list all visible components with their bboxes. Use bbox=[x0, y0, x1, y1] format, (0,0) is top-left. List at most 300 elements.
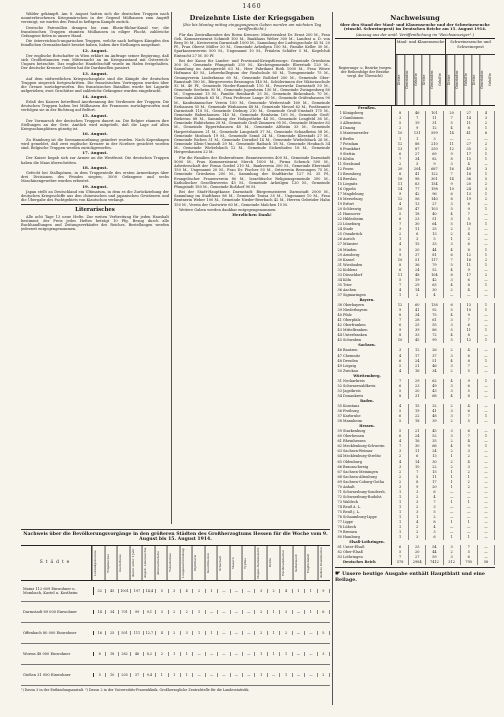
disease-value: 52 bbox=[426, 268, 443, 273]
disease-value: 47 bbox=[409, 207, 426, 212]
disease-value: 23 bbox=[409, 217, 426, 222]
disease-value: 9 bbox=[409, 485, 426, 490]
row-number: 8 bbox=[339, 146, 342, 151]
disease-value: 24 bbox=[409, 359, 426, 364]
disease-value: 24 bbox=[461, 187, 478, 192]
disease-value: 6 bbox=[392, 217, 409, 222]
region-label: Frankfurt bbox=[343, 147, 392, 152]
disease-value: 10 bbox=[392, 131, 409, 136]
region-label: Berlin bbox=[343, 137, 392, 142]
disease-value: 2 bbox=[392, 480, 409, 485]
disease-value: 1 bbox=[444, 485, 461, 490]
disease-value: 14 bbox=[409, 460, 426, 465]
region-label: Sachsen-Weimar bbox=[343, 449, 392, 454]
disease-value: 5 bbox=[392, 248, 409, 253]
disease-value: 1 bbox=[461, 535, 478, 540]
disease-value: 37 bbox=[409, 253, 426, 258]
disease-value: — bbox=[461, 525, 478, 530]
row-number: 80 bbox=[337, 535, 342, 540]
population-value: 1 bbox=[156, 673, 168, 677]
region-label: Minden bbox=[343, 248, 392, 253]
disease-value: 1 bbox=[478, 172, 495, 177]
row-number: 74 bbox=[337, 504, 342, 509]
disease-value: 8 bbox=[461, 333, 478, 338]
disease-value: 1 bbox=[392, 500, 409, 505]
disease-value: 5 bbox=[392, 419, 409, 424]
disease-value: 2 bbox=[444, 449, 461, 454]
disease-value: 1 bbox=[478, 444, 495, 449]
population-value: 1 bbox=[280, 673, 292, 677]
disease-value: 3 bbox=[409, 500, 426, 505]
page-number: 1460 bbox=[242, 3, 262, 10]
disease-value: — bbox=[444, 530, 461, 535]
disease-value: 51 bbox=[426, 217, 443, 222]
population-value: 5 bbox=[156, 589, 168, 593]
disease-value: 42 bbox=[426, 278, 443, 283]
disease-value: — bbox=[444, 515, 461, 520]
disease-value: 5 bbox=[444, 308, 461, 313]
population-value: 3 bbox=[318, 652, 330, 656]
disease-value: 48 bbox=[426, 414, 443, 419]
disease-value: 5 bbox=[392, 389, 409, 394]
region-label: Hessen. bbox=[343, 424, 392, 429]
disease-value: 3 bbox=[478, 167, 495, 172]
disease-value: 6 bbox=[392, 152, 409, 157]
row-number: 29 bbox=[337, 252, 342, 257]
disease-value: 6 bbox=[444, 303, 461, 308]
disease-value: — bbox=[461, 530, 478, 535]
population-col-header: Scharlach bbox=[217, 546, 230, 580]
population-value: — bbox=[305, 652, 317, 656]
disease-value: 3 bbox=[392, 227, 409, 232]
disease-value: 10 bbox=[392, 338, 409, 343]
disease-value: 7 bbox=[461, 545, 478, 550]
population-value: 1 bbox=[193, 631, 205, 635]
region-label: Elsaß-Lothringen. bbox=[343, 540, 392, 545]
disease-value: 13 bbox=[426, 232, 443, 237]
disease-value: — bbox=[478, 202, 495, 207]
disease-value: 3 bbox=[392, 116, 409, 121]
column-rule bbox=[171, 12, 172, 524]
disease-value: 25 bbox=[409, 545, 426, 550]
disease-value: — bbox=[478, 369, 495, 374]
row-number: 7 bbox=[339, 141, 342, 146]
disease-value: 2 bbox=[426, 515, 443, 520]
population-value: 205 bbox=[119, 673, 131, 677]
disease-value: 1 bbox=[392, 510, 409, 515]
disease-value: 1 bbox=[478, 152, 495, 157]
disease-value: 20 bbox=[461, 182, 478, 187]
disease-value: 2 bbox=[478, 142, 495, 147]
disease-value: 5 bbox=[461, 369, 478, 374]
row-number: 63 bbox=[337, 449, 342, 454]
disease-value: — bbox=[478, 364, 495, 369]
disease-subheader: Gehöfte bbox=[463, 55, 471, 105]
disease-value: 21 bbox=[409, 364, 426, 369]
disease-value: — bbox=[478, 465, 495, 470]
chronicle-entry: Der Kaiser begab sich zur Armee an die Westfront. Die deutschen Truppen haben die Maas überschritten. bbox=[21, 156, 169, 165]
disease-value: 72 bbox=[426, 333, 443, 338]
disease-value: 8 bbox=[392, 172, 409, 177]
population-title: Nachweis über die Bevölkerungsvorgänge in den größeren Städten des Großherzogtums Hessen für die Woche vom 9. August bis 15. August 1914. bbox=[23, 532, 328, 543]
row-number: 78 bbox=[337, 525, 342, 530]
population-value: 16 bbox=[94, 631, 106, 635]
disease-value: 11 bbox=[409, 227, 426, 232]
disease-header-group bbox=[396, 39, 446, 105]
disease-value: 7 bbox=[444, 172, 461, 177]
disease-value: 1 bbox=[392, 137, 409, 142]
disease-value: 16 bbox=[461, 258, 478, 263]
row-number: 48 bbox=[337, 358, 342, 363]
population-col-header: davon unter 1 Jahr bbox=[130, 546, 143, 580]
disease-value: — bbox=[478, 490, 495, 495]
disease-value: 2 bbox=[461, 470, 478, 475]
disease-value: 9 bbox=[409, 126, 426, 131]
disease-value: 34 bbox=[409, 313, 426, 318]
row-number: 15 bbox=[337, 181, 342, 186]
population-value: — bbox=[206, 610, 218, 614]
disease-header-region: Regierungs- u. Bezirke (wegen der Reihenfolge der Bezirke vergl. die Übersicht) bbox=[335, 39, 396, 105]
disease-value: 2 bbox=[409, 495, 426, 500]
disease-value: 1 bbox=[409, 515, 426, 520]
disease-value: — bbox=[478, 318, 495, 323]
disease-value: 25 bbox=[409, 323, 426, 328]
row-number: 35 bbox=[337, 282, 342, 287]
region-label: Marienwerder bbox=[343, 131, 392, 136]
region-label: Allenstein bbox=[343, 121, 392, 126]
disease-value: 77 bbox=[409, 187, 426, 192]
disease-value: 9 bbox=[444, 152, 461, 157]
disease-value: 20 bbox=[409, 550, 426, 555]
row-number: 69 bbox=[337, 479, 342, 484]
row-number: 58 bbox=[337, 419, 342, 424]
disease-value: 4 bbox=[444, 444, 461, 449]
population-value: 18 bbox=[106, 652, 118, 656]
population-value: 501 bbox=[119, 631, 131, 635]
disease-value: 3 bbox=[478, 116, 495, 121]
chronicle-entry: Gefecht bei Stallupönen, in dem Truppenteile des ersten Armeekorps über drei Divisionen des Feindes siegten; 3000 Gefangene und sechs Maschinengewehre wurden erbeutet. bbox=[21, 171, 169, 184]
row-number: 1 bbox=[339, 111, 342, 116]
disease-value: 131 bbox=[409, 131, 426, 136]
row-number: 6 bbox=[339, 136, 342, 141]
disease-value: — bbox=[478, 510, 495, 515]
disease-value: 5 bbox=[461, 419, 478, 424]
region-label: Preußen. bbox=[343, 106, 392, 111]
population-value: 37 bbox=[131, 673, 143, 677]
population-table bbox=[21, 527, 330, 705]
region-label: Oldenburg bbox=[343, 460, 392, 465]
row-number: 2 bbox=[339, 116, 342, 121]
disease-value: 3 bbox=[444, 429, 461, 434]
region-label: Schaumburg-Lippe bbox=[343, 515, 392, 520]
disease-value: 21 bbox=[409, 429, 426, 434]
disease-value: 14 bbox=[392, 187, 409, 192]
region-label: Deutsches Reich bbox=[343, 560, 392, 565]
disease-value: 10 bbox=[461, 222, 478, 227]
disease-value: 3 bbox=[461, 449, 478, 454]
chronicle-date: 14. August. bbox=[82, 93, 108, 99]
population-value: — bbox=[231, 631, 243, 635]
population-value: — bbox=[218, 631, 230, 635]
divider bbox=[21, 529, 330, 530]
disease-value: 17 bbox=[461, 152, 478, 157]
disease-value: 1 bbox=[444, 470, 461, 475]
population-value: 1 bbox=[255, 652, 267, 656]
population-value: 1 bbox=[181, 673, 193, 677]
issue-notice bbox=[335, 571, 495, 584]
disease-value: — bbox=[478, 470, 495, 475]
population-value: — bbox=[293, 673, 305, 677]
row-number: 51 bbox=[337, 378, 342, 383]
disease-value: 18 bbox=[409, 212, 426, 217]
disease-subheader: Gemeinden bbox=[404, 55, 412, 105]
disease-value: 4 bbox=[392, 404, 409, 409]
disease-subheader: Gemeinden bbox=[479, 55, 487, 105]
disease-value: — bbox=[461, 515, 478, 520]
disease-value: 1 bbox=[392, 505, 409, 510]
disease-value: 2 bbox=[461, 480, 478, 485]
disease-value: 35 bbox=[461, 147, 478, 152]
disease-value: 2 bbox=[461, 485, 478, 490]
region-label: Oppeln bbox=[343, 187, 392, 192]
population-value: 2 bbox=[169, 631, 181, 635]
disease-value: — bbox=[478, 242, 495, 247]
disease-value: — bbox=[478, 555, 495, 560]
disease-value: 5 bbox=[392, 409, 409, 414]
row-number: 43 bbox=[337, 328, 342, 333]
region-label: Neckarkreis bbox=[343, 379, 392, 384]
disease-value: 599 bbox=[426, 131, 443, 136]
disease-value: 18 bbox=[461, 172, 478, 177]
population-value: 9,4 bbox=[144, 673, 156, 677]
disease-value: 46 bbox=[409, 111, 426, 116]
disease-value: 5 bbox=[426, 510, 443, 515]
row-number: 31 bbox=[337, 262, 342, 267]
disease-value: — bbox=[478, 520, 495, 525]
region-label: Sachsen. bbox=[343, 343, 392, 348]
disease-value: 5 bbox=[392, 364, 409, 369]
disease-value: 45 bbox=[426, 429, 443, 434]
population-value: 32 bbox=[94, 589, 106, 593]
region-label: Merseburg bbox=[343, 197, 392, 202]
population-value: 1 bbox=[181, 652, 193, 656]
region-label: Hannover bbox=[343, 212, 392, 217]
row-number: 27 bbox=[337, 242, 342, 247]
disease-value: 6 bbox=[392, 414, 409, 419]
population-value: 12,7 bbox=[144, 631, 156, 635]
disease-value: 26 bbox=[426, 348, 443, 353]
row-number: 5 bbox=[339, 131, 342, 136]
donation-paragraph: Weitere Gaben werden dankbar entgegengenommen. bbox=[179, 207, 277, 212]
disease-value: 14 bbox=[444, 177, 461, 182]
region-label: Unterfranken bbox=[343, 333, 392, 338]
disease-value: 43 bbox=[426, 389, 443, 394]
disease-value: 7 bbox=[461, 434, 478, 439]
population-value: 45 bbox=[106, 589, 118, 593]
disease-value: 2 bbox=[444, 227, 461, 232]
region-label: Baden. bbox=[343, 399, 392, 404]
row-number: 9 bbox=[339, 151, 342, 156]
disease-value: 8 bbox=[444, 273, 461, 278]
disease-value: 82 bbox=[426, 157, 443, 162]
region-label: Schwarzburg-Rudolst. bbox=[343, 495, 392, 500]
region-label: Rheinhessen bbox=[343, 439, 392, 444]
disease-value: 41 bbox=[409, 172, 426, 177]
disease-value: 4 bbox=[392, 369, 409, 374]
disease-value: 1 bbox=[392, 525, 409, 530]
disease-value: 11 bbox=[409, 449, 426, 454]
literature-heading: Literarisches bbox=[75, 207, 115, 214]
row-number: 37 bbox=[337, 292, 342, 297]
disease-value: 51 bbox=[426, 359, 443, 364]
row-number: 42 bbox=[337, 323, 342, 328]
disease-value: 1 bbox=[392, 237, 409, 242]
region-label: Aachen bbox=[343, 288, 392, 293]
disease-value: 2 bbox=[444, 348, 461, 353]
disease-value: 117 bbox=[426, 258, 443, 263]
population-value: 25 bbox=[106, 631, 118, 635]
disease-value: 1 bbox=[478, 207, 495, 212]
population-row bbox=[21, 602, 330, 623]
region-label: Starkenburg bbox=[343, 429, 392, 434]
region-label: Konstanz bbox=[343, 404, 392, 409]
row-number: 71 bbox=[337, 489, 342, 494]
disease-value: 8 bbox=[392, 313, 409, 318]
disease-subheader: Kreise bbox=[421, 55, 429, 105]
population-value: — bbox=[305, 631, 317, 635]
population-value: — bbox=[218, 589, 230, 593]
region-label: Mecklenburg-Schwerin bbox=[343, 444, 392, 449]
disease-value: 40 bbox=[426, 212, 443, 217]
disease-value: 2 bbox=[392, 162, 409, 167]
disease-value: 5 bbox=[392, 278, 409, 283]
disease-value: 13 bbox=[426, 454, 443, 459]
disease-value: 5 bbox=[444, 207, 461, 212]
disease-value: 3 bbox=[409, 535, 426, 540]
disease-value: 7 bbox=[409, 470, 426, 475]
disease-value: 4 bbox=[461, 439, 478, 444]
disease-value: 1 bbox=[392, 495, 409, 500]
disease-value: 1 bbox=[392, 293, 409, 298]
region-label: Niederbayern bbox=[343, 308, 392, 313]
region-label: Sachsen-Meiningen bbox=[343, 470, 392, 475]
population-row bbox=[21, 623, 330, 644]
row-number: 14 bbox=[337, 176, 342, 181]
population-value: 111 bbox=[131, 631, 143, 635]
region-label: Osnabrück bbox=[343, 232, 392, 237]
region-label: Oberpfalz bbox=[343, 318, 392, 323]
disease-value: 2 bbox=[478, 197, 495, 202]
disease-value: 24 bbox=[409, 268, 426, 273]
disease-value: 11 bbox=[392, 273, 409, 278]
disease-value: 122 bbox=[426, 172, 443, 177]
disease-value: 2 bbox=[444, 439, 461, 444]
disease-value: 6 bbox=[444, 253, 461, 258]
disease-value: — bbox=[461, 490, 478, 495]
region-label: Stralsund bbox=[343, 162, 392, 167]
disease-value: 7 bbox=[461, 318, 478, 323]
disease-value: 1 bbox=[444, 480, 461, 485]
population-city-header: Städte bbox=[21, 546, 92, 580]
disease-value: 5 bbox=[426, 237, 443, 242]
disease-value: 1 bbox=[392, 490, 409, 495]
disease-value: 11 bbox=[461, 328, 478, 333]
disease-value: 6 bbox=[444, 192, 461, 197]
disease-value: 22 bbox=[409, 414, 426, 419]
disease-value: 75 bbox=[426, 313, 443, 318]
disease-value: — bbox=[478, 293, 495, 298]
disease-value: 1 bbox=[478, 303, 495, 308]
disease-value: 49 bbox=[461, 167, 478, 172]
disease-value: 3 bbox=[461, 227, 478, 232]
chronicle-date: 18. August. bbox=[82, 164, 108, 170]
disease-value: 3 bbox=[444, 318, 461, 323]
disease-value: 4 bbox=[392, 354, 409, 359]
disease-value: 4 bbox=[392, 460, 409, 465]
disease-value: 87 bbox=[409, 147, 426, 152]
disease-value: 66 bbox=[426, 444, 443, 449]
disease-value: 27 bbox=[409, 555, 426, 560]
disease-value: 7 bbox=[392, 555, 409, 560]
population-value: — bbox=[231, 652, 243, 656]
row-number: 54 bbox=[337, 393, 342, 398]
row-number: 61 bbox=[337, 439, 342, 444]
disease-value: 4 bbox=[444, 283, 461, 288]
population-value: 6 bbox=[318, 610, 330, 614]
disease-value: — bbox=[478, 313, 495, 318]
row-number: 82 bbox=[337, 550, 342, 555]
row-number: 67 bbox=[337, 469, 342, 474]
disease-value: 7 bbox=[392, 318, 409, 323]
population-value: 3 bbox=[156, 610, 168, 614]
disease-value: 4 bbox=[444, 313, 461, 318]
donation-paragraph: Für die Familien der Einberufenen: Beamtenverein 400 M., Gemeinde Darmstadt 5000 M., Frau Kommerzienrat Merck 1000 M., Firma Schenck 500 M., Arbeiterschaft der Firma Goebel 210 M., Bankverein 300 M., Gemeinde Eberstadt 150 M., Ungenannt 20 M., Frau Dr. Fischer 50 M., Ortsverein Bessungen 75 M., Gemeinde Griesheim 200 M., Sammlung der Stadtkirche 127 M. 35 Pf., Evangelischer Frauenverein 80 M., Israelitische Religionsgemeinde 300 M., Katholischer Gesellenverein 45 M., Gemeinde Arheilgen 120 M., Gemeinde Pfungstadt 180 M., Gemeinde Roßdorf 90 M. bbox=[174, 155, 330, 189]
donation-paragraph: Bei der Stadt-Hauptkasse Darmstadt: Bürgermeisterei Darmstadt 2000 M., Sammlung im Stadthaus 86 M., Gemeinde Traisa 35 M., Ungenannt 10 M., Frau Rentnerin Weber 100 M., Gemeinde Nieder-Beerbach 42 M., Herren Gebrüder Hahn 150 M., Verein der Gastwirte 60 M., Gemeinde Malchen 15 M. bbox=[174, 190, 330, 207]
donations-subheading: (Die bis Montag mittag eingegangenen Gaben werden am nächsten Tag veröffentlicht.) bbox=[182, 22, 322, 32]
region-label: Braunschweig bbox=[343, 465, 392, 470]
disease-value: — bbox=[478, 288, 495, 293]
disease-value: — bbox=[478, 212, 495, 217]
disease-value: 13 bbox=[461, 192, 478, 197]
population-value: — bbox=[218, 673, 230, 677]
region-label: Danzig bbox=[343, 126, 392, 131]
disease-value: 68 bbox=[426, 394, 443, 399]
disease-value: 2 bbox=[392, 475, 409, 480]
disease-value: 2 bbox=[409, 525, 426, 530]
disease-value: 2 bbox=[444, 460, 461, 465]
population-value: — bbox=[231, 673, 243, 677]
disease-value: 6 bbox=[461, 242, 478, 247]
population-header bbox=[21, 545, 330, 581]
disease-value: 60 bbox=[409, 303, 426, 308]
disease-note: (Auszug aus der amtl. Veröffentlichung im "Reichsanzeiger".) bbox=[355, 31, 475, 37]
population-value: — bbox=[293, 631, 305, 635]
disease-value: 4 bbox=[461, 162, 478, 167]
region-label: Magdeburg bbox=[343, 192, 392, 197]
literature-text: Alle acht Tage 13 neue Hefte. Zur weiten Verbreitung für jeden Haushalt bestimmt; der Preis jedes Heftes beträgt 10 Pfg. Bezug durch alle Buchhandlungen und Zeitungsverkäufer des Reiches. Bestellungen werden jederzeit entgegengenommen. bbox=[21, 214, 169, 232]
population-value: 34 bbox=[106, 610, 118, 614]
disease-value: 27 bbox=[461, 142, 478, 147]
region-label: Waldeck bbox=[343, 500, 392, 505]
population-value: — bbox=[243, 631, 255, 635]
disease-value: 7 bbox=[392, 157, 409, 162]
disease-value: — bbox=[478, 162, 495, 167]
disease-value: 88 bbox=[409, 142, 426, 147]
row-number: 23 bbox=[337, 222, 342, 227]
disease-value: 33 bbox=[426, 242, 443, 247]
region-label: Freiburg bbox=[343, 409, 392, 414]
population-value: 1 bbox=[268, 652, 280, 656]
